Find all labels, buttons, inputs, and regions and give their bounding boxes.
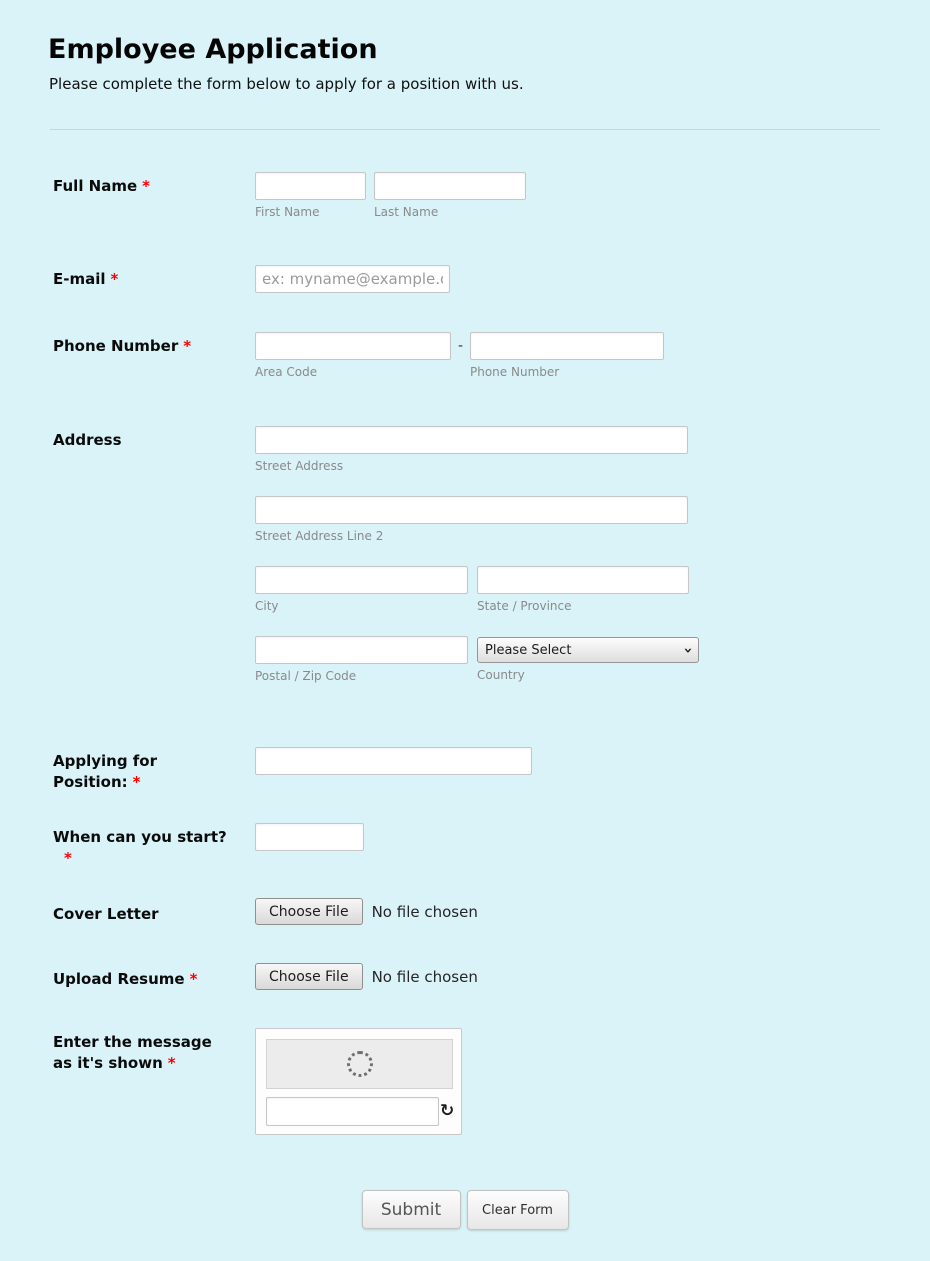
start-date-label-text: When can you start?	[53, 828, 227, 846]
resume-required-asterisk: *	[189, 970, 198, 988]
resume-file-status: No file chosen	[371, 967, 478, 986]
form-actions	[0, 1190, 930, 1230]
resume-label-text: Upload Resume	[53, 970, 185, 988]
area-code-input[interactable]	[255, 332, 451, 360]
position-input[interactable]	[255, 747, 532, 775]
country-select-value: Please Select	[485, 642, 572, 658]
street-address-input[interactable]	[255, 426, 688, 454]
area-code-sublabel: Area Code	[255, 365, 318, 379]
page-title: Employee Application	[48, 34, 378, 65]
page-subtitle: Please complete the form below to apply for a position with us.	[49, 75, 524, 93]
state-province-input[interactable]	[477, 566, 689, 594]
email-input[interactable]	[255, 265, 450, 293]
country-select[interactable]	[477, 637, 699, 663]
captcha-image	[266, 1039, 453, 1089]
postal-zip-input[interactable]	[255, 636, 468, 664]
last-name-sublabel: Last Name	[374, 205, 439, 219]
state-province-sublabel: State / Province	[477, 599, 572, 613]
email-required-asterisk: *	[110, 270, 119, 288]
first-name-input[interactable]	[255, 172, 366, 200]
captcha-input[interactable]	[266, 1097, 439, 1126]
resume-choose-file-button[interactable]: Choose File	[255, 963, 363, 990]
loading-spinner-icon	[347, 1051, 373, 1077]
email-label	[53, 269, 250, 290]
address-label-text: Address	[53, 431, 122, 449]
phone-number-input[interactable]	[470, 332, 664, 360]
captcha-refresh-icon[interactable]: ↻	[440, 1101, 455, 1121]
captcha-label	[53, 1032, 250, 1074]
position-label-line2: Position:	[53, 773, 128, 791]
submit-button[interactable]: Submit	[362, 1190, 461, 1229]
email-label-text: E-mail	[53, 270, 106, 288]
clear-form-button[interactable]: Clear Form	[467, 1190, 569, 1230]
chevron-down-icon: ›	[679, 646, 698, 654]
cover-letter-file-status: No file chosen	[371, 902, 478, 921]
address-label	[53, 430, 250, 451]
phone-label-text: Phone Number	[53, 337, 179, 355]
street-address-sublabel: Street Address	[255, 459, 344, 473]
position-required-asterisk: *	[132, 773, 141, 791]
phone-required-asterisk: *	[183, 337, 192, 355]
resume-label	[53, 969, 250, 990]
position-label	[53, 751, 250, 793]
position-label-line1: Applying for	[53, 752, 158, 770]
captcha-box	[255, 1028, 462, 1135]
start-date-input[interactable]	[255, 823, 364, 851]
city-input[interactable]	[255, 566, 468, 594]
cover-letter-label-text: Cover Letter	[53, 905, 159, 923]
phone-number-sublabel: Phone Number	[470, 365, 560, 379]
divider	[50, 129, 880, 130]
captcha-label-line1: Enter the message	[53, 1033, 212, 1051]
captcha-required-asterisk: *	[167, 1054, 176, 1072]
street-address-line2-input[interactable]	[255, 496, 688, 524]
country-sublabel: Country	[477, 668, 525, 682]
phone-separator: -	[457, 338, 464, 354]
captcha-label-line2: as it's shown	[53, 1054, 163, 1072]
phone-label	[53, 336, 250, 357]
city-sublabel: City	[255, 599, 279, 613]
last-name-input[interactable]	[374, 172, 526, 200]
start-date-required-asterisk: *	[64, 849, 72, 867]
start-date-label	[53, 827, 250, 869]
street-address-line2-sublabel: Street Address Line 2	[255, 529, 384, 543]
full-name-label-text: Full Name	[53, 177, 138, 195]
first-name-sublabel: First Name	[255, 205, 320, 219]
full-name-label	[53, 176, 250, 197]
postal-zip-sublabel: Postal / Zip Code	[255, 669, 357, 683]
cover-letter-label	[53, 904, 250, 925]
cover-letter-choose-file-button[interactable]: Choose File	[255, 898, 363, 925]
full-name-required-asterisk: *	[142, 177, 151, 195]
